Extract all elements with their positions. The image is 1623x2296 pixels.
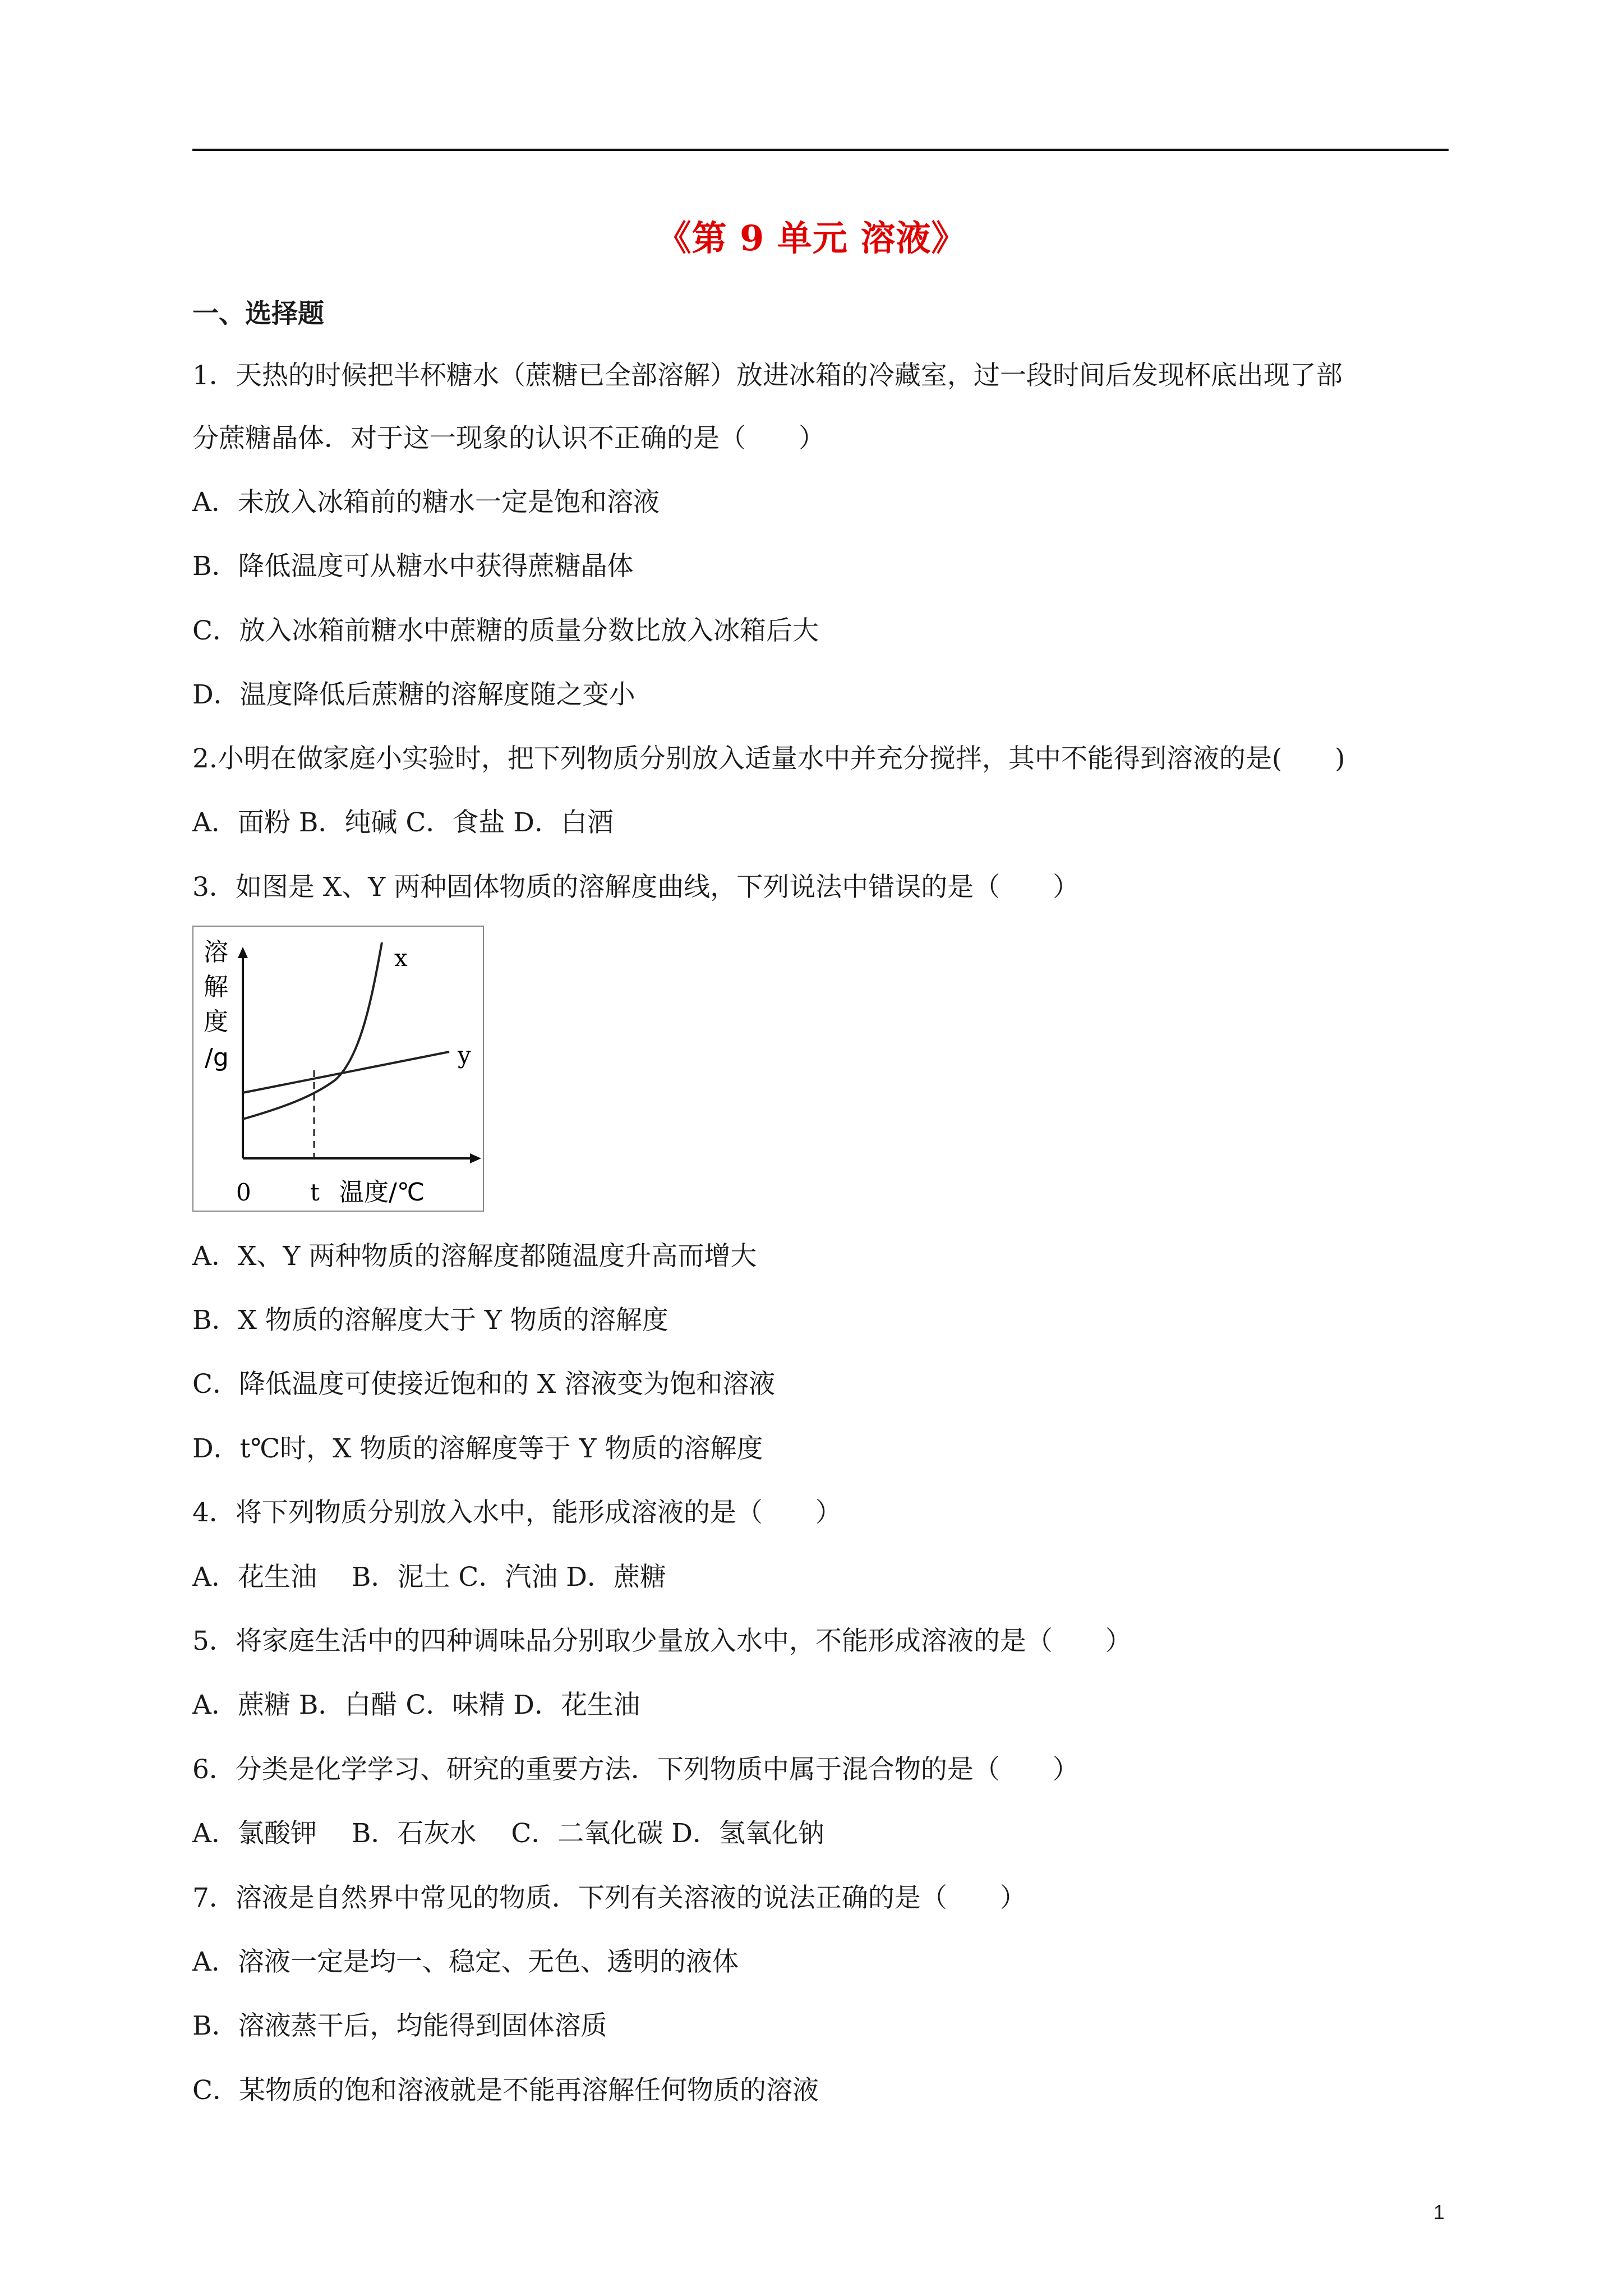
curve-x	[243, 942, 382, 1119]
option-3d: D．t℃时，X 物质的溶解度等于 Y 物质的溶解度	[192, 1433, 763, 1464]
header-rule	[192, 149, 1449, 151]
option-7c: C．某物质的饱和溶液就是不能再溶解任何物质的溶液	[192, 2075, 819, 2106]
options-2: A．面粉 B．纯碱 C．食盐 D．白酒	[192, 807, 614, 838]
curve-y-label: y	[458, 1041, 471, 1069]
t-label: t	[310, 1179, 320, 1206]
options-5: A．蔗糖 B．白醋 C．味精 D．花生油	[192, 1690, 640, 1720]
solubility-curve-figure	[192, 926, 484, 1212]
y-label-char-1: 溶	[204, 938, 228, 967]
option-3c: C．降低温度可使接近饱和的 X 溶液变为饱和溶液	[192, 1369, 776, 1400]
option-3b: B．X 物质的溶解度大于 Y 物质的溶解度	[192, 1305, 668, 1336]
y-axis-arrow	[238, 947, 248, 958]
page-title: 《第 9 单元 溶液》	[656, 218, 967, 259]
question-3: 3．如图是 X、Y 两种固体物质的溶解度曲线，下列说法中错误的是（ ）	[192, 872, 1080, 903]
y-label-char-2: 解	[204, 973, 228, 1001]
option-1a: A．未放入冰箱前的糖水一定是饱和溶液	[192, 487, 660, 518]
figure-frame	[193, 926, 483, 1211]
option-7b: B．溶液蒸干后，均能得到固体溶质	[192, 2010, 607, 2041]
option-3a: A．X、Y 两种物质的溶解度都随温度升高而增大	[192, 1241, 757, 1272]
page-number: 1	[1433, 2201, 1445, 2224]
x-axis-label: 温度/℃	[339, 1178, 425, 1207]
section-heading: 一、选择题	[192, 298, 324, 329]
options-6: A．氯酸钾 B．石灰水 C．二氧化碳 D．氢氧化钠	[192, 1818, 824, 1849]
curve-x-label: x	[394, 944, 408, 972]
option-1c: C．放入冰箱前糖水中蔗糖的质量分数比放入冰箱后大	[192, 615, 819, 646]
question-5: 5．将家庭生活中的四种调味品分别取少量放入水中，不能形成溶液的是（ ）	[192, 1626, 1132, 1657]
x-axis-arrow	[470, 1153, 481, 1163]
y-label-char-3: 度	[204, 1007, 228, 1036]
question-6: 6．分类是化学学习、研究的重要方法．下列物质中属于混合物的是（ ）	[192, 1754, 1079, 1785]
question-1-line-2: 分蔗糖晶体．对于这一现象的认识不正确的是（ ）	[192, 423, 825, 454]
options-4: A．花生油 B．泥土 C．汽油 D．蔗糖	[192, 1562, 666, 1593]
question-7: 7．溶液是自然界中常见的物质．下列有关溶液的说法正确的是（ ）	[192, 1883, 1026, 1913]
question-2: 2.小明在做家庭小实验时，把下列物质分别放入适量水中并充分搅拌，其中不能得到溶液的是( )	[192, 743, 1345, 774]
option-7a: A．溶液一定是均一、稳定、无色、透明的液体	[192, 1947, 739, 1977]
curve-y	[243, 1052, 449, 1093]
origin-label: 0	[236, 1179, 251, 1206]
y-label-unit: /g	[205, 1043, 229, 1072]
question-4: 4．将下列物质分别放入水中，能形成溶液的是（ ）	[192, 1497, 842, 1528]
option-1d: D．温度降低后蔗糖的溶解度随之变小	[192, 679, 635, 710]
question-1-line-1: 1．天热的时候把半杯糖水（蔗糖已全部溶解）放进冰箱的冷藏室，过一段时间后发现杯底出现了部	[192, 360, 1343, 391]
option-1b: B．降低温度可从糖水中获得蔗糖晶体	[192, 551, 634, 582]
